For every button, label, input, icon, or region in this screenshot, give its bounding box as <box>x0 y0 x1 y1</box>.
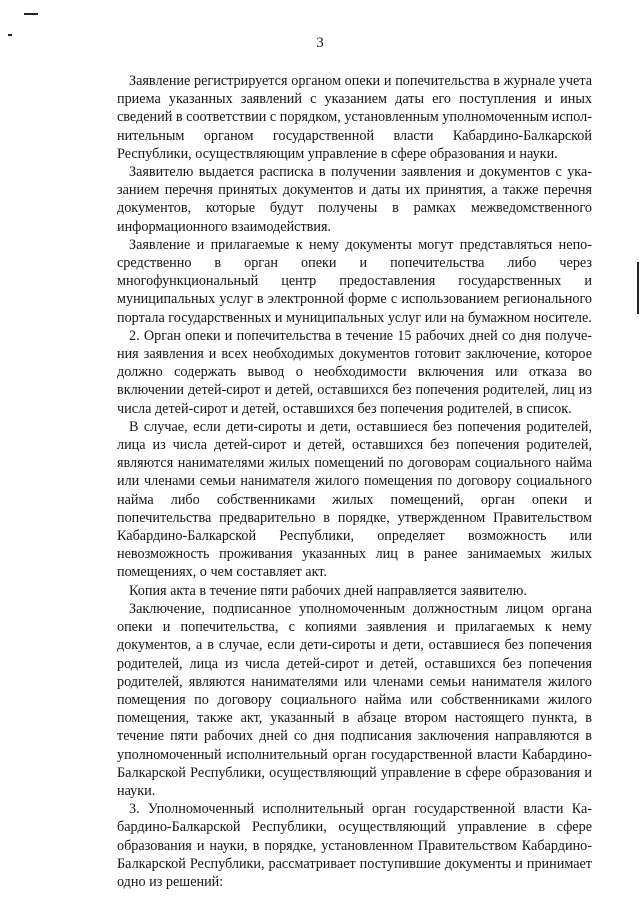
paragraph-submission: Заявление и прилагаемые к нему документы могут представляться непосредственно в орган опеки и попечительства либо через многофункциональный центр предоставления государственных и муниципальных услуг в электронной форме с использованием регионального портала государственных и муниципальных услуг или на бумажном носителе. <box>117 236 592 326</box>
page-number: 3 <box>316 35 324 51</box>
paragraph-conclusion: Заключение, подписанное уполномоченным должностным лицом органа опеки и попечительства, с копиями заявления и прилагаемых к нему документов, а в случае, если дети-сироты и дети, оставшиеся без попечения родителей, лица из числа детей-сирот и детей, оставшихся без попечения родителей, являются нанимателями или членами семьи нанимателя жилого помещения по договору социального найма или собственниками жилого помещения, также акт, указанный в абзаце втором настоящего пункта, в течение пяти рабочих дней со дня подписания заключения направляются в уполномоченный исполнительный орган государственной власти Кабардино-Балкарской Республики, осуществляющий управление в сфере образования и науки. <box>117 600 592 799</box>
paragraph-housing-case: В случае, если дети-сироты и дети, оставшиеся без попечения родителей, лица из числа детей-сирот и детей, оставшихся без попечения родителей, являются нанимателями жилых помещений по договорам социального найма или членами семьи нанимателя жилого помещения по договору социального найма либо собственниками жилых помещений, орган опеки и попечительства предварительно в порядке, утвержденном Правительством Кабардино-Балкарской Республики, определяет возможность или невозможность проживания указанных лиц в ранее занимаемых жилых помещениях, о чем составляет акт. <box>117 418 592 581</box>
paragraph-registration: Заявление регистрируется органом опеки и попечительства в журнале учета приема указанных заявлений с указанием даты его поступления и иных сведений в соответствии с порядком, установленным уполномоченным исполнительным органом государственной власти Кабардино-Балкарской Республики, осуществляющим управление в сфере образования и науки. <box>117 73 592 162</box>
paragraph-item-2: 2. Орган опеки и попечительства в течение 15 рабочих дней со дня получения заявления и всех необходимых документов готовит заключение, которое должно содержать вывод о необходимости включения или отказа во включении детей-сирот и детей, оставшихся без попечения родителей, лиц из числа детей-сирот и детей, оставшихся без попечения родителей, в список. <box>117 327 592 417</box>
scan-mark-right-edge <box>637 262 639 314</box>
paragraph-item-3: 3. Уполномоченный исполнительный орган государственной власти Кабардино-Балкарской Республики, осуществляющий управление в сфере образования и науки, в порядке, установленном Правительством Кабардино-Балкарской Республики, рассматривает поступившие документы и принимает одно из решений: <box>117 801 592 890</box>
scan-mark-top-left <box>24 13 38 15</box>
document-body <box>117 72 592 891</box>
paragraph-act-copy: Копия акта в течение пяти рабочих дней направляется заявителю. <box>129 582 527 599</box>
paragraph-receipt: Заявителю выдается расписка в получении заявления и документов с указанием перечня принятых документов и даты их принятия, а также перечня документов, которые будут получены в рамках межведомственного информационного взаимодействия. <box>117 164 592 235</box>
